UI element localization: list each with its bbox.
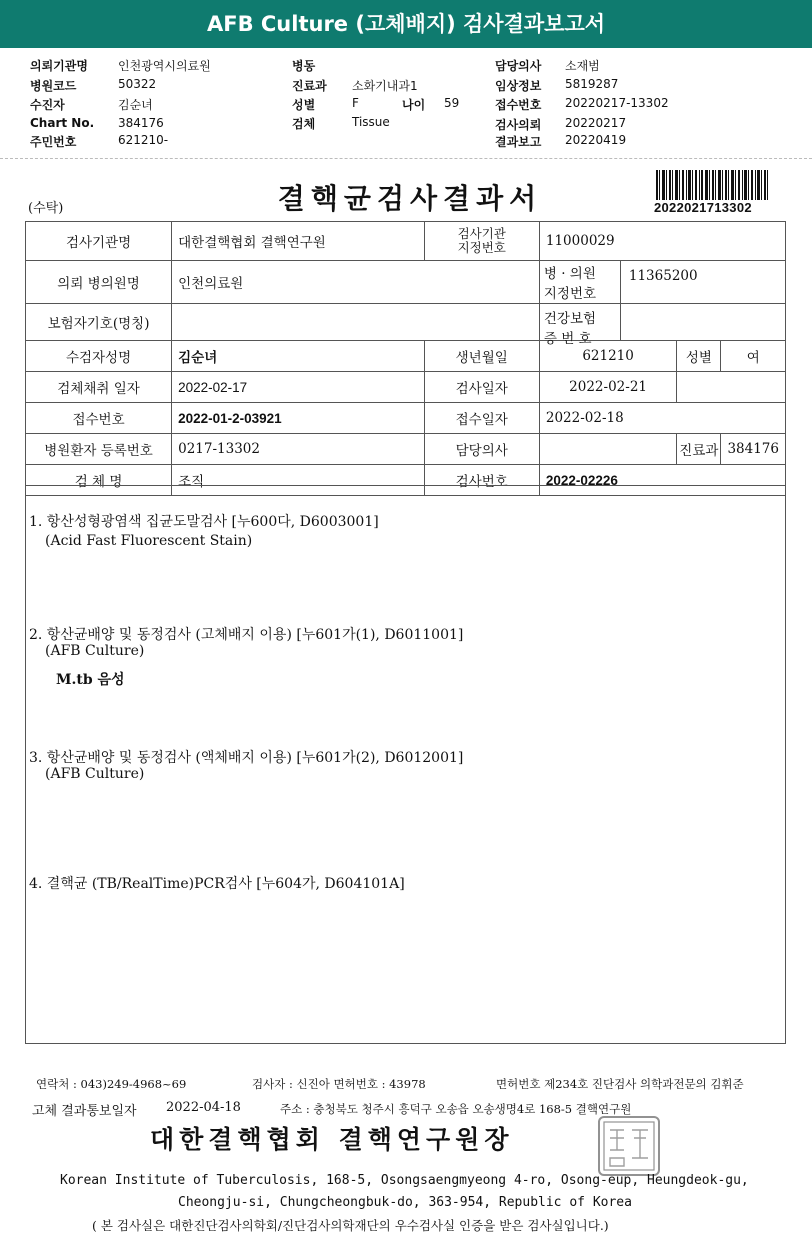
hospital-label: 의뢰 병의원명 (26, 261, 172, 304)
address-english-line2: Cheongju-si, Chungcheongbuk-do, 363-954, Republic of Korea (178, 1195, 632, 1210)
result-item-title: 2. 항산균배양 및 동정검사 (고체배지 이용) [누601가(1), D6011001] (29, 627, 464, 643)
header-label: 검사의뢰 (495, 118, 542, 132)
header-value: 20220217 (565, 116, 627, 130)
receipt-date-value: 2022-02-18 (539, 403, 785, 434)
result-item-subtitle: (AFB Culture) (45, 766, 145, 782)
header-label: 의뢰기관명 (30, 59, 88, 73)
collection-date-value: 2022-02-17 (172, 372, 424, 403)
collection-date-label: 검체채취 일자 (26, 372, 172, 403)
header-label: 결과보고 (495, 135, 542, 149)
header-value: 5819287 (565, 77, 619, 91)
table-row (26, 403, 786, 434)
receipt-number-label: 접수번호 (26, 403, 172, 434)
header-label: 임상정보 (495, 79, 542, 93)
age-label: 나이 (402, 98, 426, 112)
address-korean: 주소 : 충청북도 청주시 흥덕구 오송읍 오송생명4로 168-5 결핵연구원 (280, 1102, 632, 1116)
specimen-value: 조직 (172, 465, 424, 496)
header-label: 담당의사 (495, 59, 542, 73)
notify-date: 2022-04-18 (166, 1100, 241, 1115)
report-info-table (25, 221, 786, 496)
department-value: 384176 (721, 434, 786, 465)
test-date-value: 2022-02-21 (539, 372, 676, 403)
lab-code-label: 검사기관 지정번호 (424, 222, 539, 261)
hospital-value: 인천의료원 (172, 261, 540, 304)
result-item-subtitle: (AFB Culture) (45, 643, 145, 659)
doctor-value (539, 434, 676, 465)
license-info: 면허번호 제234호 진단검사 의학과전문의 김휘준 (496, 1077, 744, 1091)
consignment-label: (수탁) (28, 201, 64, 216)
institute-name: 대한결핵협회 결핵연구원장 (150, 1125, 514, 1154)
page-divider (0, 158, 812, 159)
table-row (26, 304, 786, 341)
header-value: 인천광역시의료원 (118, 59, 211, 73)
patient-name-value: 김순녀 (172, 341, 424, 372)
table-row (26, 261, 786, 304)
header-label: 접수번호 (495, 98, 542, 112)
header-value: F (352, 96, 359, 110)
header-value: 김순녀 (118, 98, 153, 112)
lab-name-label: 검사기관명 (26, 222, 172, 261)
age-value: 59 (444, 96, 460, 110)
insurance-number-value (621, 304, 637, 340)
lab-code-value: 11000029 (539, 222, 785, 261)
hospital-code-value: 11365200 (628, 268, 698, 284)
doctor-label: 담당의사 (424, 434, 539, 465)
notify-label: 고체 결과통보일자 (32, 1104, 137, 1119)
header-value: 소화기내과1 (352, 79, 418, 93)
barcode-number: 2022021713302 (654, 200, 752, 215)
lab-name-value: 대한결핵협회 결핵연구원 (172, 222, 424, 261)
receipt-date-label: 접수일자 (424, 403, 539, 434)
table-row (26, 341, 786, 372)
contact-info: 연락처 : 043)249-4968~69 (36, 1077, 187, 1091)
header-value: Tissue (352, 115, 390, 129)
table-row (26, 222, 786, 261)
table-row (26, 372, 786, 403)
result-item-title: 3. 항산균배양 및 동정검사 (액체배지 이용) [누601가(2), D6012001] (29, 750, 464, 766)
culture-result-value: M.tb 음성 (56, 672, 125, 688)
insurer-label: 보험자기호(명칭) (26, 304, 172, 341)
header-value: 20220419 (565, 133, 627, 147)
insurer-value (172, 304, 540, 341)
hospital-code-label: 병 · 의원 지정번호 (540, 261, 621, 303)
header-label: 성별 (292, 98, 316, 112)
patient-name-label: 수검자성명 (26, 341, 172, 372)
official-seal-icon (598, 1116, 660, 1176)
examiner-info: 검사자 : 신진아 면허번호 : 43978 (252, 1077, 426, 1091)
birthdate-value: 621210 (539, 341, 676, 372)
report-title-bar: AFB Culture (고체배지) 검사결과보고서 (0, 0, 812, 48)
header-label: 병동 (292, 59, 316, 73)
receipt-number-value: 2022-01-2-03921 (172, 403, 424, 434)
result-item-subtitle: (Acid Fast Fluorescent Stain) (45, 533, 253, 549)
certification-note: ( 본 검사실은 대한진단검사의학회/진단검사의학재단의 우수검사실 인증을 받은 검사실입니다.) (92, 1218, 609, 1233)
barcode-icon (656, 170, 768, 200)
birthdate-label: 생년월일 (424, 341, 539, 372)
department-label: 진료과 (677, 434, 721, 465)
result-item-title: 1. 항산성형광염색 집균도말검사 [누600다, D6003001] (29, 514, 379, 530)
sex-value: 여 (721, 341, 786, 372)
insurance-number-label: 건강보험 증 번 호 (540, 304, 621, 340)
header-value: 384176 (118, 116, 164, 130)
header-value: 소재범 (565, 59, 600, 73)
header-label: Chart No. (30, 116, 95, 130)
document-title: 결핵균검사결과서 (277, 182, 543, 215)
header-label: 진료과 (292, 79, 327, 93)
address-english-line1: Korean Institute of Tuberculosis, 168-5, Osongsaengmyeong 4-ro, Osong-eup, Heungdeok-gu, (60, 1173, 749, 1188)
test-number-value: 2022-02226 (539, 465, 785, 496)
header-label: 병원코드 (30, 79, 77, 93)
specimen-label: 검 체 명 (26, 465, 172, 496)
test-date-label: 검사일자 (424, 372, 539, 403)
registration-label: 병원환자 등록번호 (26, 434, 172, 465)
registration-value: 0217-13302 (172, 434, 424, 465)
header-label: 주민번호 (30, 135, 77, 149)
test-number-label: 검사번호 (424, 465, 539, 496)
header-row (30, 57, 88, 74)
header-value: 621210- (118, 133, 169, 147)
result-item-title: 4. 결핵균 (TB/RealTime)PCR검사 [누604가, D604101A] (29, 876, 405, 892)
header-value: 20220217-13302 (565, 96, 669, 110)
header-label: 검체 (292, 117, 316, 131)
header-label: 수진자 (30, 98, 65, 112)
sex-label: 성별 (677, 341, 721, 372)
header-value: 50322 (118, 77, 157, 91)
table-row (26, 434, 786, 465)
